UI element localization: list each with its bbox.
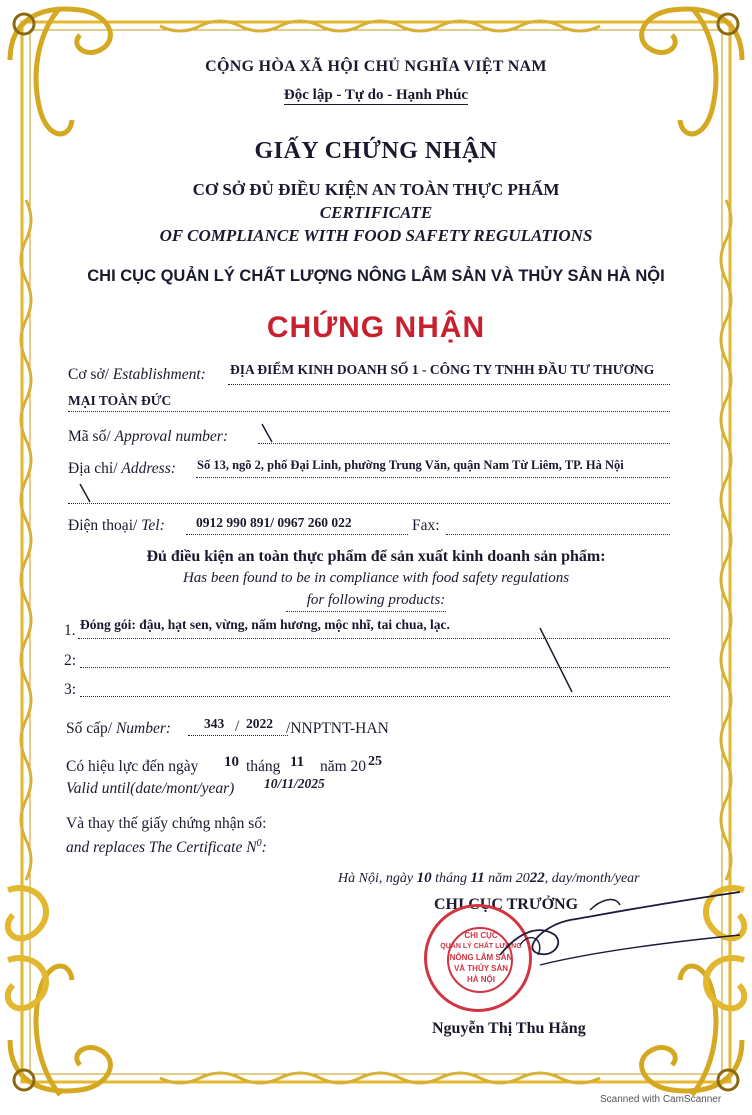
nation-header: CỘNG HÒA XÃ HỘI CHỦ NGHĨA VIỆT NAM <box>205 58 547 75</box>
certify-heading: CHỨNG NHẬN <box>266 311 486 344</box>
replace-en-text: and replaces The Certificate N <box>66 839 257 857</box>
products-heading-vi: Đủ điều kiện an toàn thực phẩm để sản xuất kinh doanh sản phẩm: <box>146 548 606 565</box>
place-date-3: năm 20 <box>488 871 530 886</box>
issuing-agency: CHI CỤC QUẢN LÝ CHẤT LƯỢNG NÔNG LÂM SẢN VÀ THỦY SẢN HÀ NỘI <box>87 267 665 285</box>
product-item-1-num: 1. <box>64 622 76 639</box>
certificate-title-vi: GIẤY CHỨNG NHẬN <box>254 138 498 164</box>
seal-line-4: VÀ THỦY SẢN <box>453 964 509 973</box>
phone-label-vi: Điện thoại/ <box>68 517 142 534</box>
establishment-label-vi: Cơ sở/ <box>68 366 113 383</box>
valid-en: Valid until(date/mont/year) <box>66 780 235 797</box>
seal-line-5: HÀ NỘI <box>467 975 495 984</box>
approval-label-en: Approval number: <box>114 428 229 445</box>
address-label-en: Address: <box>121 460 176 477</box>
place-date-4: , day/month/year <box>544 871 640 886</box>
address-label-vi: Địa chỉ/ <box>68 460 122 477</box>
valid-en-value: 10/11/2025 <box>264 776 325 791</box>
certificate-subtitle-vi: CƠ SỞ ĐỦ ĐIỀU KIỆN AN TOÀN THỰC PHẨM <box>192 180 560 199</box>
place-date-1: Hà Nội, ngày <box>338 871 414 886</box>
fax-label: Fax: <box>412 517 440 534</box>
signer-position: CHI CỤC TRƯỞNG <box>434 896 579 913</box>
valid-vi-2: tháng <box>246 758 281 775</box>
product-item-1-value: Đóng gói: đậu, hạt sen, vừng, nấm hương, mộc nhĩ, tai chua, lạc. <box>80 617 450 632</box>
seal-line-1: CHI CỤC <box>464 931 498 940</box>
valid-vi-3: năm 20 <box>320 758 367 775</box>
seal-line-3: NÔNG LÂM SẢN <box>449 953 513 962</box>
valid-year-tail: 25 <box>368 754 382 769</box>
establishment-label-en: Establishment: <box>112 366 206 383</box>
number-value: 343 <box>204 716 225 731</box>
approval-label-vi: Mã số/ <box>68 428 115 445</box>
certificate-subtitle-en-2: OF COMPLIANCE WITH FOOD SAFETY REGULATIONS <box>159 226 593 245</box>
product-item-3-num: 3: <box>64 681 77 698</box>
number-year: 2022 <box>246 716 273 731</box>
motto-text: Độc lập - Tự do - Hạnh Phúc <box>283 87 469 103</box>
products-heading-en-2: for following products: <box>306 592 446 608</box>
signer-name: Nguyễn Thị Thu Hằng <box>432 1020 586 1037</box>
number-suffix: /NNPTNT-HAN <box>286 720 389 737</box>
sign-day: 10 <box>416 870 432 886</box>
seal-line-2: QUẢN LÝ CHẤT LƯỢNG <box>440 943 522 950</box>
valid-day: 10 <box>224 754 239 770</box>
phone-label-en: Tel: <box>141 517 165 534</box>
product-item-2-num: 2: <box>64 652 77 669</box>
address-value: Số 13, ngõ 2, phố Đại Linh, phường Trung Văn, quận Nam Từ Liêm, TP. Hà Nội <box>197 458 624 472</box>
valid-vi-1: Có hiệu lực đến ngày <box>66 758 199 775</box>
number-separator: / <box>235 718 240 735</box>
replace-vi: Và thay thế giấy chứng nhận số: <box>66 815 267 832</box>
establishment-value-line2: MẠI TOÀN ĐỨC <box>68 393 172 408</box>
sign-year-tail: 22 <box>529 870 545 886</box>
number-label-en: Number: <box>115 720 172 737</box>
replace-en-sup: 0 <box>256 838 262 849</box>
certificate-subtitle-en-1: CERTIFICATE <box>319 203 433 222</box>
phone-value: 0912 990 891/ 0967 260 022 <box>196 515 352 530</box>
establishment-value-line1: ĐỊA ĐIỂM KINH DOANH SỐ 1 - CÔNG TY TNHH ĐẦU TƯ THƯƠNG <box>230 362 655 377</box>
scanner-watermark: Scanned with CamScanner <box>600 1094 722 1105</box>
valid-month: 11 <box>290 754 305 770</box>
replace-en-colon: : <box>261 839 267 857</box>
sign-month: 11 <box>470 870 485 886</box>
place-date-2: tháng <box>435 871 467 886</box>
products-heading-en-1: Has been found to be in compliance with food safety regulations <box>182 570 570 586</box>
number-label-vi: Số cấp/ <box>66 720 116 737</box>
